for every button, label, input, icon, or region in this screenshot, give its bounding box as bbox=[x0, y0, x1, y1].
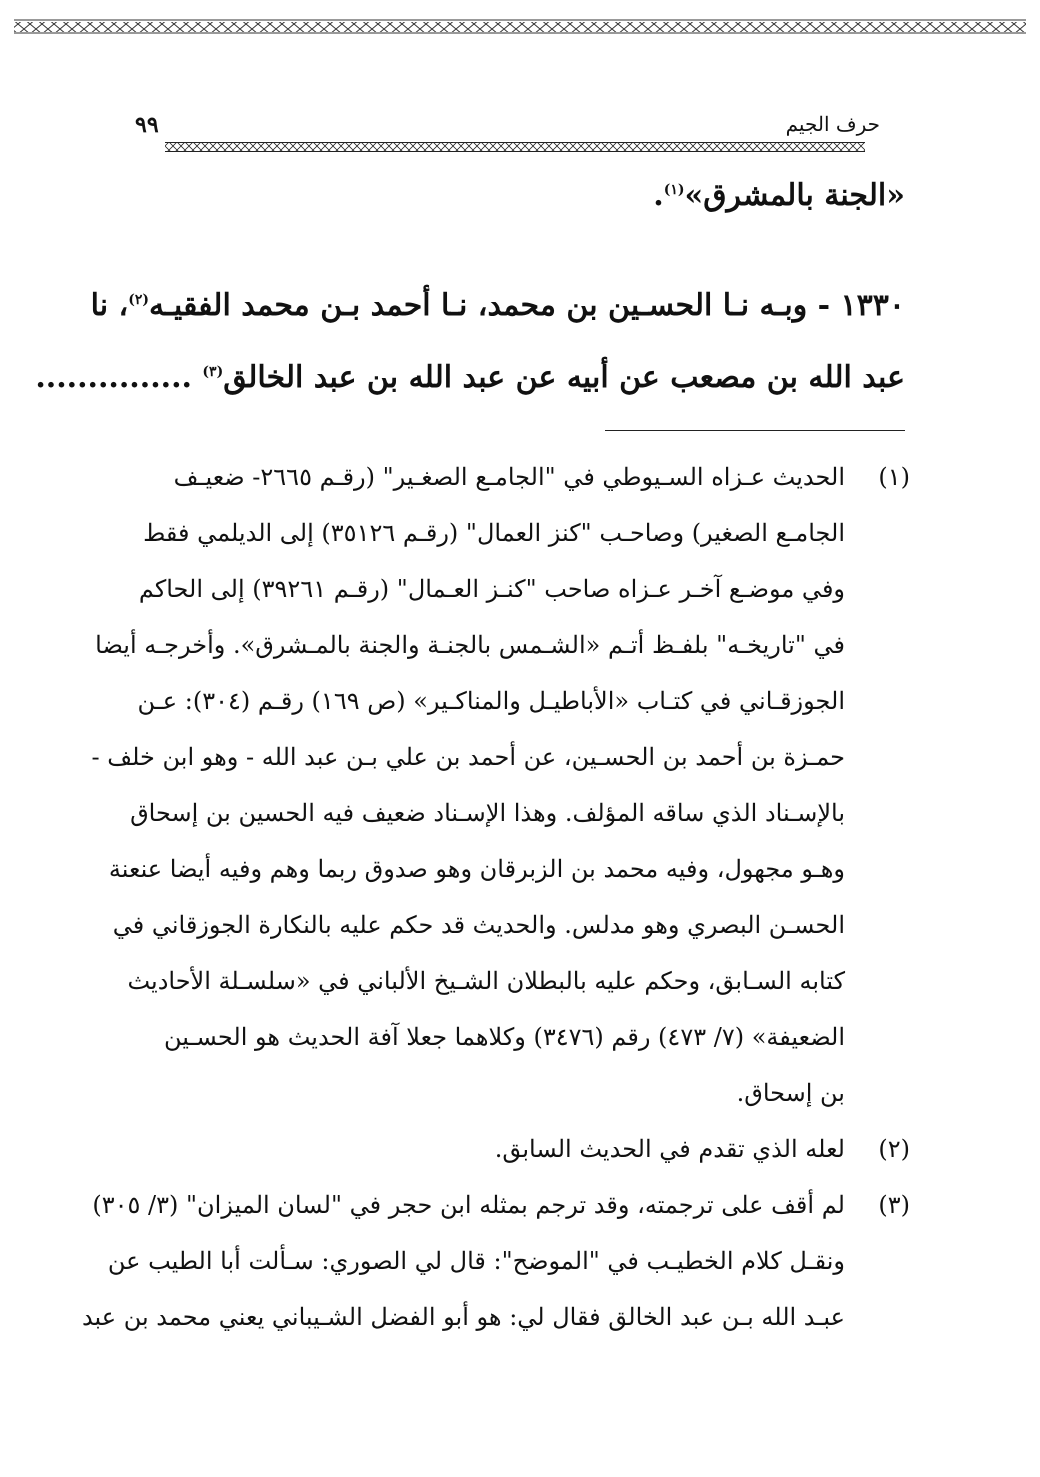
hadith-line-2 bbox=[35, 360, 905, 395]
footnote-line: بن إسحاق. bbox=[736, 1079, 845, 1107]
footnote-line: بالإسـناد الذي ساقه المؤلف. وهذا الإسـناد ضعيف فيه الحسين بن إسحاق bbox=[130, 799, 845, 827]
footnote-line: ونقـل كلام الخطيـب في "الموضح": قال لي الصوري: سـألت أبا الطيب عن bbox=[107, 1247, 845, 1275]
footnote-line: في "تاريخـه" بلفـظ أتـم «الشـمس بالجنـة والجنة بالمـشرق». وأخرجـه أيضا bbox=[95, 631, 845, 659]
top-ornament-border bbox=[0, 14, 1040, 36]
footnote-line: الحسـن البصري وهو مدلس. والحديث قد حكم عليه بالنكارة الجوزقاني في bbox=[112, 911, 845, 939]
hadith-text: ، نا bbox=[90, 288, 129, 323]
hadith-line-1 bbox=[90, 288, 905, 323]
footnote-line: وفي موضـع آخـر عـزاه صاحب "كنـز العـمال" (رقـم ٣٩٢٦١) إلى الحاكم bbox=[138, 575, 845, 603]
footnote-number: (٣) bbox=[878, 1191, 910, 1219]
line-end: . bbox=[653, 178, 664, 213]
footnote-separator bbox=[605, 430, 905, 431]
footnote-line: الجوزقـاني في كتـاب «الأباطيـل والمناكـير» (ص ١٦٩) رقـم (٣٠٤): عـن bbox=[137, 687, 845, 715]
footnote-line: لعله الذي تقدم في الحديث السابق. bbox=[494, 1135, 845, 1163]
footnote-line: الضعيفة» (٧/ ٤٧٣) رقم (٣٤٧٦) وكلاهما جعلا آفة الحديث هو الحسـين bbox=[163, 1023, 845, 1051]
page-number: ٩٩ bbox=[135, 112, 159, 138]
footnote-line: حمـزة بن أحمد بن الحسـين، عن أحمد بن علي بـن عبد الله - وهو ابن خلف - bbox=[91, 743, 845, 771]
footnote-line: لم أقف على ترجمته، وقد ترجم بمثله ابن حجر في "لسان الميزان" (٣/ ٣٠٥) bbox=[92, 1191, 845, 1219]
quote-text: «الجنة بالمشرق» bbox=[684, 178, 905, 213]
footnote-number: (١) bbox=[878, 463, 910, 491]
hadith-text: ١٣٣٠ - وبـه نـا الحسـين بن محمد، نـا أحمد بـن محمد الفقيـه bbox=[149, 288, 905, 323]
footnote-ref: (٢) bbox=[128, 292, 150, 308]
footnote-ref: (٣) bbox=[202, 364, 224, 380]
footnote-line: عبـد الله بـن عبد الخالق فقال لي: هو أبو الفضل الشـيباني يعني محمد بن عبد bbox=[81, 1303, 845, 1331]
header-ornament-rule bbox=[125, 142, 910, 152]
footnote-line: وهـو مجهول، وفيه محمد بن الزبرقان وهو صدوق ربما وهم وفيه أيضا عنعنة bbox=[108, 855, 845, 883]
chapter-title: حرف الجيم bbox=[785, 112, 880, 136]
footnote-line: الحديث عـزاه السـيوطي في "الجامـع الصغـير" (رقـم ٢٦٦٥- ضعيـف bbox=[173, 463, 845, 491]
footnote-line: الجامـع الصغير) وصاحـب "كنز العمال" (رقـم ٣٥١٢٦) إلى الديلمي فقط bbox=[143, 519, 845, 547]
footnote-number: (٢) bbox=[878, 1135, 910, 1163]
footnote-line: كتابه السـابق، وحكم عليه بالبطلان الشـيخ الألباني في «سلسـلة الأحاديث bbox=[127, 967, 845, 995]
main-line-1 bbox=[130, 178, 905, 213]
footnote-ref: (١) bbox=[663, 182, 685, 198]
page-header bbox=[125, 110, 910, 162]
hadith-text: ............... bbox=[35, 360, 203, 395]
hadith-text: عبد الله بن مصعب عن أبيه عن عبد الله بن عبد الخالق bbox=[223, 360, 905, 395]
